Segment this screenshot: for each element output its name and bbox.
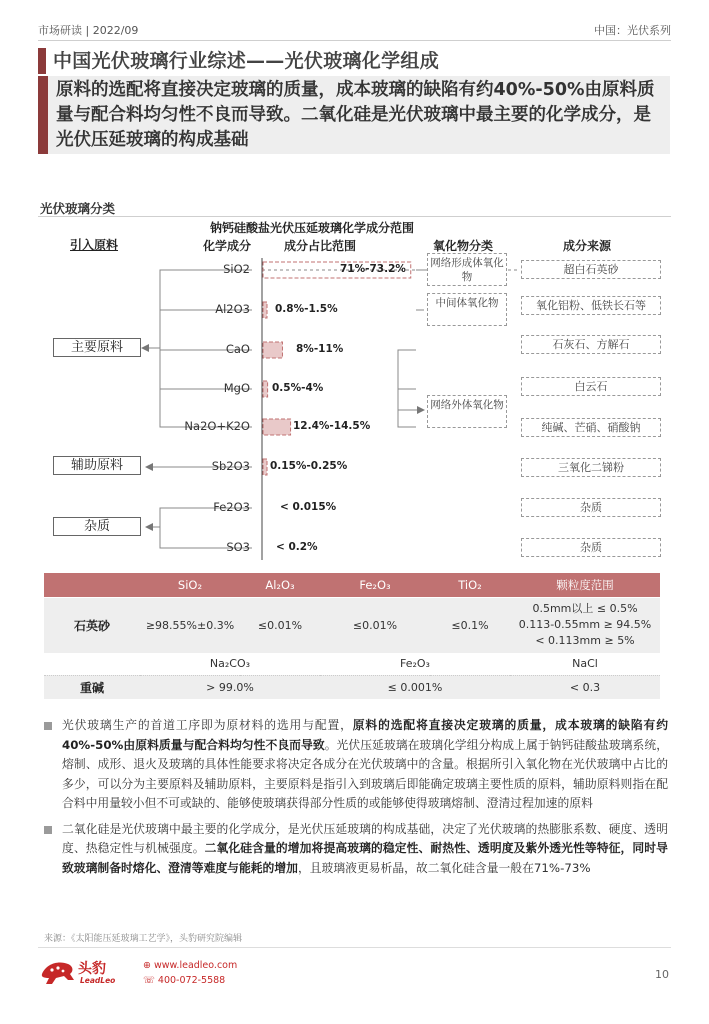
source-so3: 杂质 bbox=[521, 538, 661, 557]
component-name: Na2O+K2O bbox=[184, 419, 250, 433]
diagram-title: 钠钙硅酸盐光伏压延玻璃化学成分范围 bbox=[210, 221, 415, 235]
range-bar bbox=[263, 342, 282, 358]
summary-box: 原料的选配将直接决定玻璃的质量，成本玻璃的缺陷有约40%-50%由原料质量与配合料均匀性不良而导致。二氧化硅是光伏玻璃中最主要的化学成分，是光伏压延玻璃的构成基础 bbox=[38, 76, 670, 154]
table-cell: ≤0.01% bbox=[320, 597, 430, 653]
bullet-text: 二氧化硅是光伏玻璃中最主要的化学成分，是光伏压延玻璃的构成基础，决定了光伏玻璃的热膨胀系数、硬度、透明度、热稳定性与机械强度。 bbox=[62, 821, 668, 855]
phone-contact bbox=[143, 975, 225, 986]
oxide-class-intermediate: 中间体氧化物 bbox=[427, 293, 507, 326]
website-link[interactable] bbox=[143, 960, 237, 971]
bullet-text: 光伏玻璃生产的首道工序即为原材料的选用与配置， bbox=[62, 718, 353, 732]
col-header-ratio: 成分占比范围 bbox=[284, 239, 357, 253]
psize-line: < 0.113mm ≥ 5% bbox=[535, 634, 635, 648]
bullet-bold-text: 二氧化硅含量的增加将提高玻璃的稳定性、耐热性、透明度及紫外透光性等特征，同时导致玻璃制备时熔化、澄清等难度与能耗的增加 bbox=[62, 841, 668, 875]
table-subheader bbox=[44, 653, 660, 675]
table-cell: ≥98.55%±0.3% bbox=[140, 597, 240, 653]
raw-group-aux: 辅助原料 bbox=[53, 456, 141, 475]
component-name: SiO2 bbox=[223, 262, 250, 276]
source-sio2: 超白石英砂 bbox=[521, 260, 661, 279]
table-cell: ≤0.1% bbox=[430, 597, 510, 653]
bullet-text: ，且玻璃液更易析晶，故二氧化硅含量一般在71%-73% bbox=[297, 860, 591, 875]
bullet-text: 。光伏压延玻璃在玻璃化学组分构成上属于钠钙硅酸盐玻璃系统，熔制、成形、退火及玻璃的具体性能要求将决定各成分在光伏玻璃中的含量。根据所引入氧化物在光伏玻璃中占比的多少，可以分为主要原料及辅助原料，主要原料是指引入到玻璃后即能确定玻璃主要性质的原料，辅助原料则指在配合料中用量较小但不可或缺的、能够使玻璃获得部分性质的或能够使得玻璃熔制、澄清过程加速的原料 bbox=[62, 737, 668, 810]
oxide-class-former: 网络形成体氧化物 bbox=[427, 253, 507, 286]
table-cell-psize bbox=[510, 597, 660, 653]
spec-col-psize: 颗粒度范围 bbox=[510, 573, 660, 597]
raw-group-main: 主要原料 bbox=[53, 338, 141, 357]
component-range: 0.5%-4% bbox=[272, 382, 324, 394]
component-name: MgO bbox=[223, 381, 250, 395]
range-bar bbox=[263, 302, 267, 318]
spec-col-al2o3: Al₂O₃ bbox=[240, 573, 320, 597]
col-header-chem: 化学成分 bbox=[203, 239, 252, 253]
col-header-raw: 引入原料 bbox=[70, 238, 119, 252]
page-number: 10 bbox=[655, 968, 669, 981]
row-name-soda: 重碱 bbox=[44, 675, 140, 699]
component-name: CaO bbox=[225, 342, 250, 356]
spec-col-tio2: TiO₂ bbox=[430, 573, 510, 597]
range-bar bbox=[263, 419, 291, 435]
brand-sub: LeadLeo bbox=[80, 976, 116, 985]
component-range: < 0.015% bbox=[280, 501, 337, 513]
table-cell: > 99.0% bbox=[140, 675, 320, 699]
table-cell: ≤ 0.001% bbox=[320, 675, 510, 699]
table-cell: ≤0.01% bbox=[240, 597, 320, 653]
source-na2o: 纯碱、芒硝、硝酸钠 bbox=[521, 418, 661, 437]
globe-icon: ⊕ bbox=[143, 960, 151, 971]
table-row bbox=[44, 675, 660, 699]
phone-icon: ☏ bbox=[143, 975, 155, 986]
raw-material-spec-table bbox=[44, 573, 660, 699]
range-bar bbox=[263, 459, 267, 475]
source-al2o3: 氧化铝粉、低铁长石等 bbox=[521, 296, 661, 315]
source-sb2o3: 三氧化二锑粉 bbox=[521, 458, 661, 477]
component-name: SO3 bbox=[226, 540, 250, 554]
bullet-item bbox=[44, 820, 668, 879]
row-name-quartz: 石英砂 bbox=[44, 597, 140, 653]
soda-col-na2co3: Na₂CO₃ bbox=[140, 653, 320, 675]
bullet-bold-text: 原料的选配将直接决定玻璃的质量，成本玻璃的缺陷有约40%-50%由原料质量与配合料均匀性不良而导致 bbox=[62, 718, 668, 752]
section-label: 光伏玻璃分类 bbox=[40, 201, 116, 216]
page-title: 中国光伏玻璃行业综述——光伏玻璃化学组成 bbox=[53, 50, 440, 72]
psize-line: 0.5mm以上 ≤ 0.5% bbox=[532, 602, 638, 616]
range-bars bbox=[263, 262, 411, 475]
component-range: 8%-11% bbox=[296, 343, 344, 355]
footer-divider bbox=[38, 947, 671, 948]
psize-line: 0.113-0.55mm ≥ 94.5% bbox=[518, 618, 652, 632]
soda-col-fe2o3: Fe₂O₃ bbox=[320, 653, 510, 675]
col-header-oxide: 氧化物分类 bbox=[433, 239, 494, 253]
component-range: 12.4%-14.5% bbox=[293, 420, 371, 432]
component-range: < 0.2% bbox=[276, 541, 318, 553]
brand-name: 头豹 bbox=[78, 961, 106, 977]
phone-text: 400-072-5588 bbox=[157, 975, 226, 986]
soda-col-nacl: NaCl bbox=[510, 653, 660, 675]
bullet-square-icon bbox=[44, 826, 52, 834]
bullet-list bbox=[44, 716, 668, 884]
source-note: 来源：《太阳能压延玻璃工艺学》，头豹研究院编辑 bbox=[44, 934, 243, 944]
range-bar bbox=[263, 381, 268, 397]
source-cao: 石灰石、方解石 bbox=[521, 335, 661, 354]
component-name: Fe2O3 bbox=[213, 500, 250, 514]
bullet-square-icon bbox=[44, 722, 52, 730]
component-name: Sb2O3 bbox=[211, 459, 250, 473]
oxide-class-modifier: 网络外体氧化物 bbox=[427, 395, 507, 428]
spec-col-fe2o3: Fe₂O₃ bbox=[320, 573, 430, 597]
spec-col-sio2: SiO₂ bbox=[140, 573, 240, 597]
table-row bbox=[44, 597, 660, 653]
spec-table-header bbox=[44, 573, 660, 597]
raw-group-impurity: 杂质 bbox=[53, 517, 141, 536]
website-text: www.leadleo.com bbox=[154, 960, 238, 971]
table-cell: < 0.3 bbox=[510, 675, 660, 699]
header-right: 中国：光伏系列 bbox=[594, 24, 671, 37]
source-fe2o3: 杂质 bbox=[521, 498, 661, 517]
bullet-item bbox=[44, 716, 668, 814]
header-left: 市场研读 | 2022/09 bbox=[38, 24, 139, 37]
component-range: 0.8%-1.5% bbox=[275, 303, 338, 315]
component-range: 0.15%-0.25% bbox=[270, 460, 348, 472]
col-header-source: 成分来源 bbox=[563, 239, 612, 253]
source-mgo: 白云石 bbox=[521, 377, 661, 396]
component-name: Al2O3 bbox=[215, 302, 250, 316]
component-range: 71%-73.2% bbox=[340, 263, 406, 275]
